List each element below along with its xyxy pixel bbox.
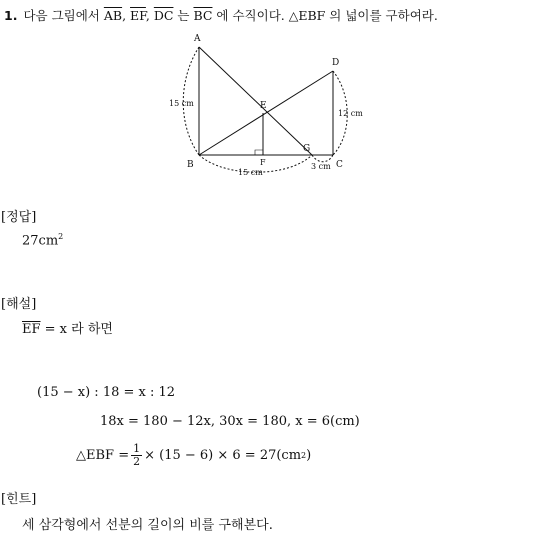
answer-heading: [정답] <box>1 210 37 225</box>
fraction-one-half <box>131 443 142 468</box>
label-point-b: B <box>187 160 194 170</box>
label-point-g: G <box>303 144 311 154</box>
answer-value <box>22 232 63 248</box>
solution-equation-1: (15 − x) : 18 = x : 12 <box>37 385 176 400</box>
solution-heading: [해설] <box>1 297 37 312</box>
answer-exponent: 2 <box>58 232 64 241</box>
label-point-e: E <box>260 101 267 111</box>
label-point-c: C <box>336 160 343 170</box>
separator: , <box>122 8 131 23</box>
geometry-figure <box>0 0 533 200</box>
hint-text: 세 삼각형에서 선분의 길이의 비를 구해본다. <box>22 518 273 533</box>
segment-ef: $\overline{EF}$ <box>130 8 146 23</box>
label-length-ab: 15 cm <box>169 99 194 108</box>
problem-text-after: 에 수직이다. △EBF 의 넓이를 구하여라. <box>212 8 438 23</box>
label-length-gc: 3 cm <box>311 162 331 171</box>
answer-text: 27cm <box>22 233 59 249</box>
equation-3-rhs: × (15 − 6) × 6 = 27(cm <box>144 448 302 463</box>
label-point-f: F <box>260 158 266 167</box>
segment-ef: $\overline{EF}$ <box>22 322 41 337</box>
equation-3-close: ) <box>306 448 312 463</box>
solution-line-1 <box>22 318 113 337</box>
segment-dc: $\overline{DC}$ <box>153 8 174 23</box>
solution-equation-2: 18x = 180 − 12x, 30x = 180, x = 6(cm) <box>100 414 360 429</box>
label-length-dc: 12 cm <box>338 109 363 118</box>
hint-heading: [힌트] <box>1 492 37 507</box>
label-point-d: D <box>332 58 340 68</box>
solution-equation-3 <box>76 443 311 468</box>
label-length-bg: 15 cm <box>238 168 263 177</box>
segment-ag-line <box>199 47 312 155</box>
equation-3-exponent: 2 <box>301 451 307 460</box>
segment-bc: $\overline{BC}$ <box>193 8 213 23</box>
right-angle-mark <box>255 150 263 155</box>
separator: , <box>145 8 154 23</box>
problem-text-before: 다음 그림에서 <box>23 8 104 23</box>
brace-gc <box>312 155 333 162</box>
segment-ab: $\overline{AB}$ <box>103 8 123 23</box>
fraction-numerator: 1 <box>133 442 141 455</box>
solution-line-1-text: = x 라 하면 <box>40 322 113 337</box>
problem-number: 1. <box>4 8 18 23</box>
segment-bd-line <box>199 71 333 155</box>
equation-3-lhs: △EBF = <box>76 448 130 463</box>
label-point-a: A <box>194 34 201 44</box>
fraction-denominator: 2 <box>133 455 141 468</box>
problem-text-mid: 는 <box>173 8 194 23</box>
